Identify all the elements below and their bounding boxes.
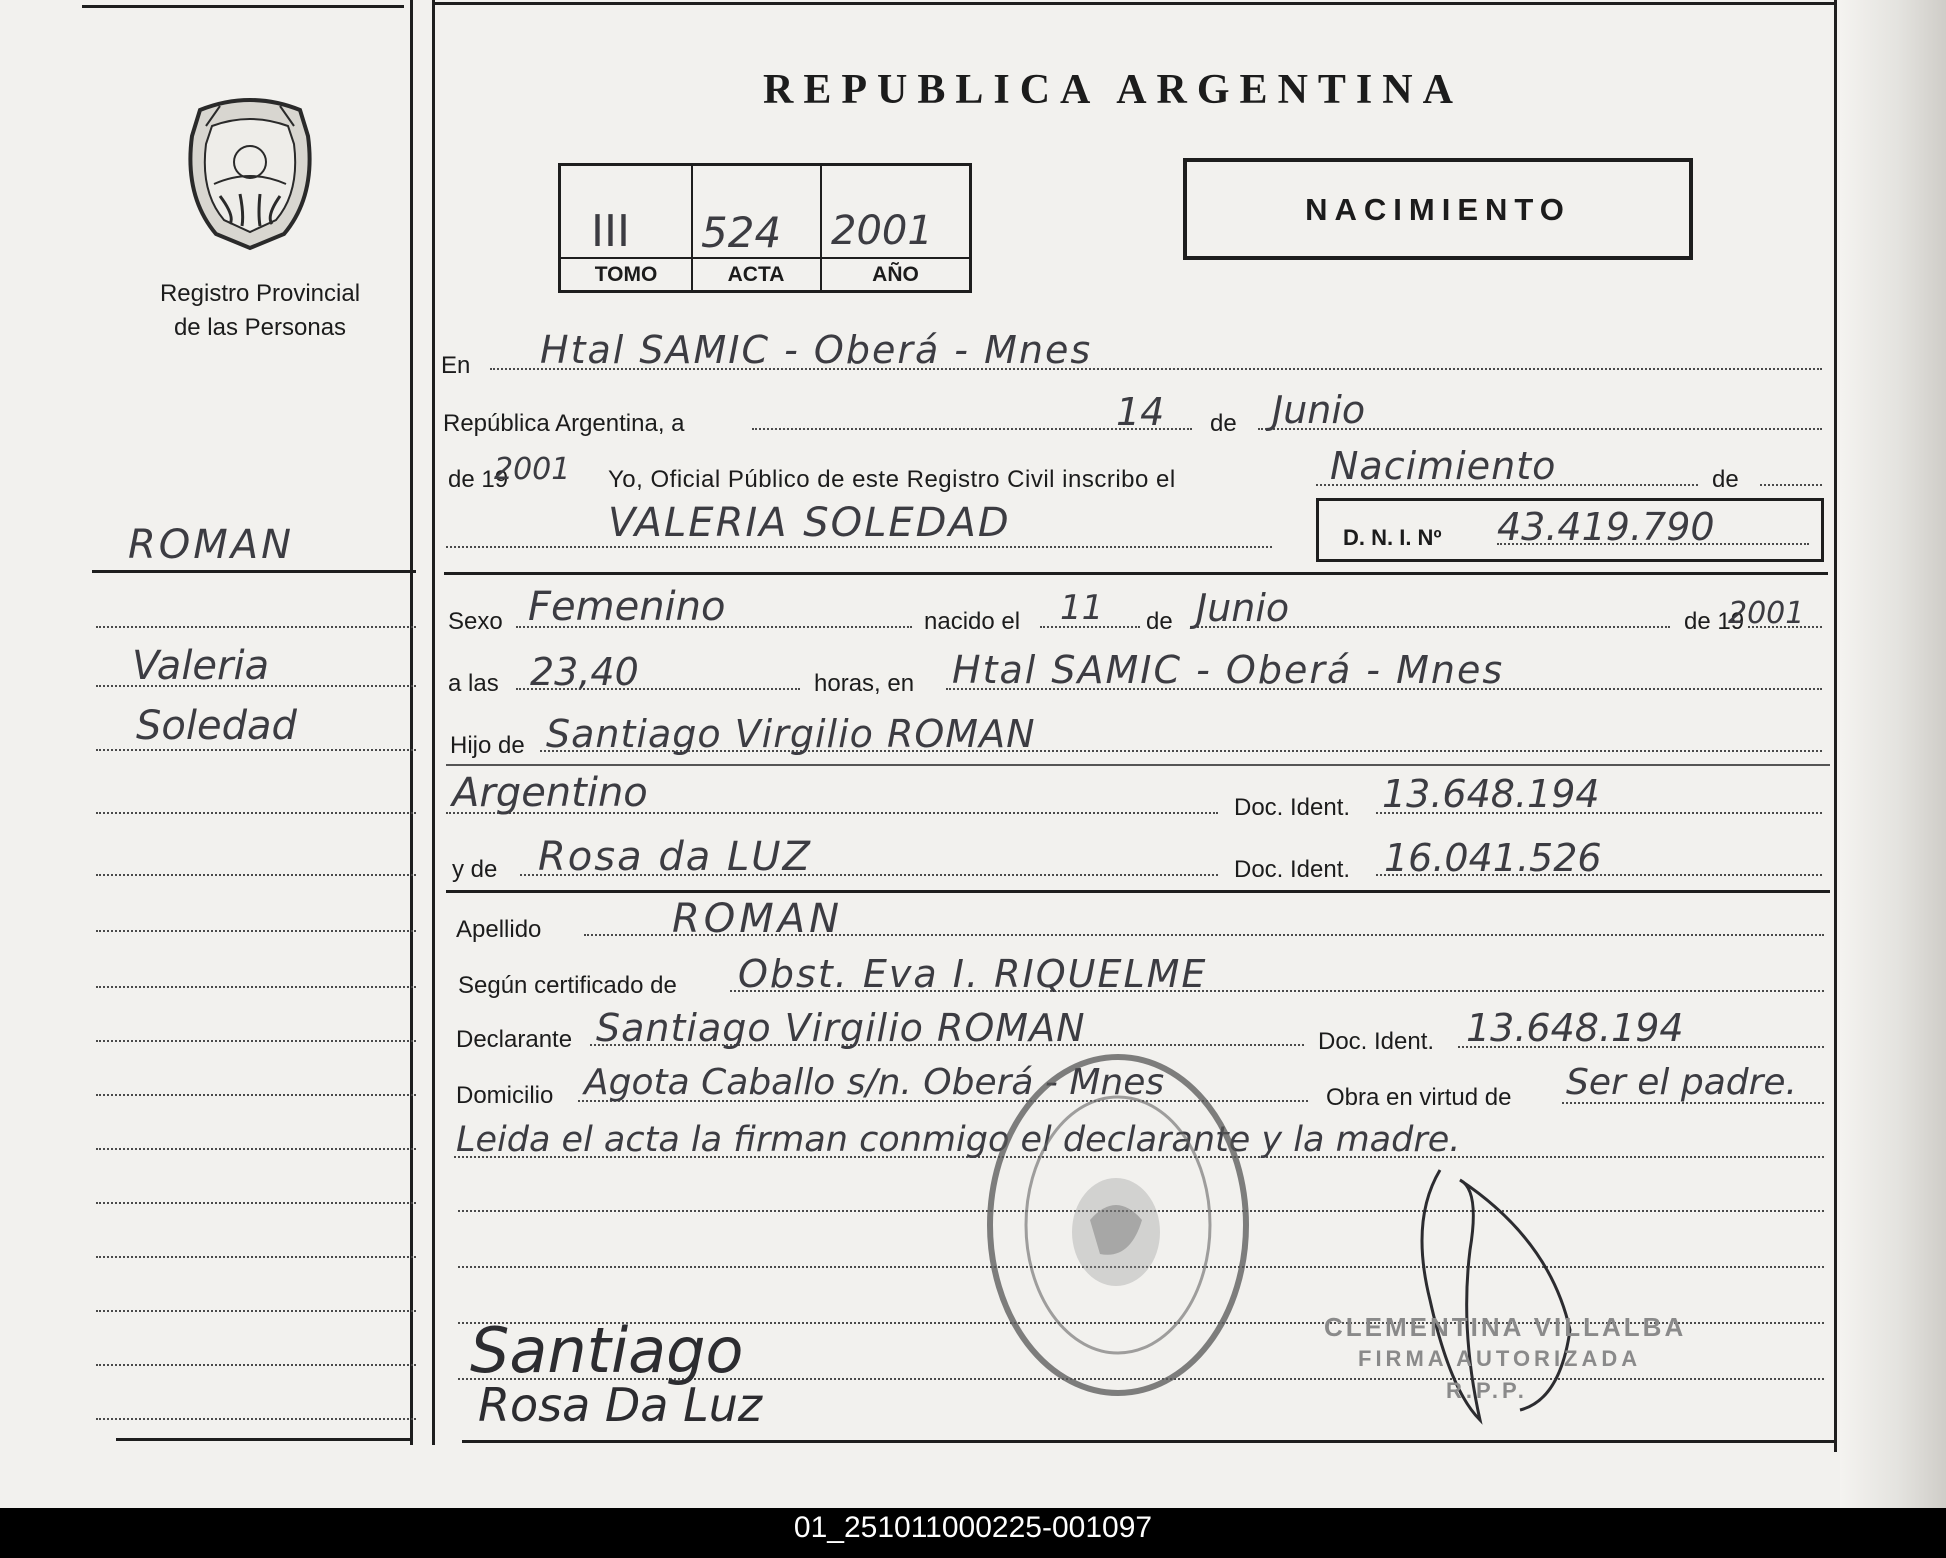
stub-bottom-rule [116,1438,412,1441]
horas-label: horas, en [814,670,915,697]
stub-given-name-1: Valeria [132,643,270,689]
hijo-label: Hijo de [450,732,525,759]
y-de-label: y de [452,856,498,883]
stub-top-rule [82,5,404,8]
birth-month: Junio [1196,586,1290,630]
ano-value: 2001 [831,208,933,254]
mother-signature: Rosa Da Luz [478,1378,763,1432]
declarante-value: Santiago Virgilio ROMAN [596,1006,1086,1050]
stub-given-name-2: Soledad [136,703,297,749]
certificado-value: Obst. Eva I. RIQUELME [738,952,1208,996]
father-signature: Santiago [470,1314,744,1387]
declarante-doc: 13.648.194 [1466,1006,1684,1050]
nacido-label: nacido el [924,608,1021,635]
apellido-label: Apellido [456,916,542,943]
dni-value: 43.419.790 [1497,505,1715,549]
official-initials-stamp: R.P.P. [1446,1378,1528,1403]
stub-surname-rule [92,570,416,573]
image-id-label: 01_251011000225-001097 [793,1511,1153,1544]
stub-line [96,1310,416,1312]
record-type: NACIMIENTO [1305,192,1571,227]
name-line [446,546,1272,548]
month-value: Junio [1272,388,1366,432]
dni-box [1316,498,1824,562]
day-value: 14 [1116,390,1165,434]
stub-line [96,874,416,876]
domicilio-value: Agota Caballo s/n. Oberá - Mnes [584,1062,1165,1103]
stub-line [96,1040,416,1042]
mother-doc-label: Doc. Ident. [1234,856,1351,883]
tomo-value: III [591,206,630,257]
en-value: Htal SAMIC - Oberá - Mnes [540,328,1093,372]
section-rule-2 [446,764,1830,766]
form-right-border [1834,0,1837,1452]
father-nationality: Argentino [452,770,648,816]
child-name: VALERIA SOLEDAD [608,500,1011,546]
obra-label: Obra en virtud de [1326,1084,1512,1111]
leida-text: Leida el acta la firman conmigo el declarante y la madre. [456,1120,1461,1160]
de-label: de [1210,410,1237,437]
official-title-stamp: FIRMA AUTORIZADA [1358,1346,1642,1371]
official-round-stamp [980,1040,1256,1410]
a-las-label: a las [448,670,499,697]
mother-name: Rosa da LUZ [538,834,812,880]
page-edge [1840,0,1946,1508]
year-value: 2001 [494,452,571,487]
stub-line [96,1094,416,1096]
section-rule-3 [446,890,1830,893]
section-rule-1 [444,572,1828,575]
registry-line-2: de las Personas [173,314,347,341]
declarante-label: Declarante [456,1026,573,1053]
father-doc: 13.648.194 [1382,772,1600,816]
registry-label [110,277,410,345]
stub-line [96,1364,416,1366]
acta-label: ACTA [727,263,785,286]
stub-surname: ROMAN [128,522,295,568]
birth-year: 2001 [1728,596,1805,631]
domicilio-label: Domicilio [456,1082,554,1109]
form-left-border [432,0,435,1445]
stub-line [96,749,416,751]
father-name: Santiago Virgilio ROMAN [546,712,1036,756]
inscribo-text: Yo, Oficial Público de este Registro Civil inscribo el [608,466,1176,493]
obra-value: Ser el padre. [1566,1062,1797,1103]
record-number-box [558,163,972,293]
stub-line [96,1256,416,1258]
year-prefix: de 19 [448,466,509,493]
time-value: 23,40 [530,650,639,694]
inscribo-value: Nacimiento [1330,444,1557,488]
birth-de-label: de [1146,608,1173,635]
form-top-rule [434,2,1834,5]
stub-line [96,930,416,932]
birth-day: 11 [1060,588,1104,628]
stub-line [96,626,416,628]
segun-label: Según certificado de [458,972,677,999]
sexo-value: Femenino [528,584,726,630]
birth-year-label: de 19 [1684,608,1745,635]
acta-value: 524 [701,208,782,257]
sexo-label: Sexo [448,608,503,635]
official-name-stamp: CLEMENTINA VILLALBA [1324,1312,1687,1342]
form-bottom-rule [462,1440,1834,1443]
tomo-label: TOMO [594,263,658,286]
father-doc-label: Doc. Ident. [1234,794,1351,821]
stub-line [96,1148,416,1150]
stub-line [96,1418,416,1420]
republica-label: República Argentina, a [443,410,685,437]
mother-doc: 16.041.526 [1384,836,1602,880]
apellido-value: ROMAN [672,896,844,942]
de-end-line [1760,484,1822,486]
stub-line [96,812,416,814]
dni-label: D. N. I. Nº [1343,525,1442,550]
stub-right-border [410,0,413,1445]
country-title: REPUBLICA ARGENTINA [763,67,1463,113]
stub-line [96,685,416,687]
birth-place: Htal SAMIC - Oberá - Mnes [952,648,1505,692]
en-label: En [441,352,471,379]
stub-line [96,986,416,988]
de-end-label: de [1712,466,1739,493]
record-type-box [1183,158,1693,260]
registry-line-1: Registro Provincial [159,280,361,307]
declarante-doc-label: Doc. Ident. [1318,1028,1435,1055]
province-seal-logo [180,96,320,252]
stub-line [96,1202,416,1204]
ano-label: AÑO [872,263,919,286]
